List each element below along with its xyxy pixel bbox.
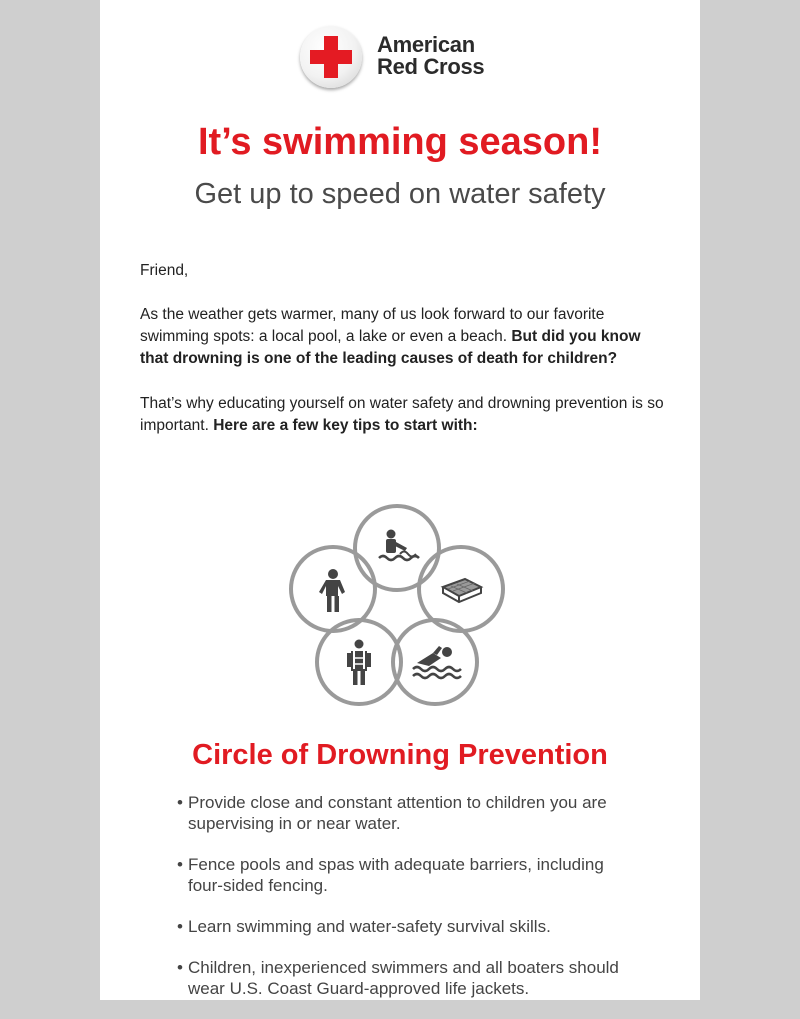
circle-title: Circle of Drowning Prevention — [192, 739, 608, 771]
headline: It’s swimming season! — [197, 121, 603, 163]
bullet: • — [177, 793, 183, 812]
intro-text: As the weather gets warmer, many of us look forward to our favorite swimming spots: a local pool, a lake or even a beach. — [140, 306, 605, 345]
email-body — [100, 0, 700, 1000]
logo-line-1: American — [377, 32, 475, 57]
subheadline: Get up to speed on water safety — [194, 178, 606, 210]
pool-fence-icon — [421, 549, 501, 629]
life-jacket-ring — [315, 618, 403, 706]
list-item — [177, 854, 637, 896]
tips-intro-text: That’s why educating yourself on water safety and drowning prevention is so important. — [140, 395, 664, 434]
intro-bold-text: But did you know that drowning is one of the leading causes of death for children? — [140, 328, 641, 367]
supervision-icon — [293, 549, 373, 629]
tips-list — [177, 792, 637, 1019]
swimmer-ring — [391, 618, 479, 706]
tips-intro-bold-text: Here are a few key tips to start with: — [213, 417, 478, 434]
logo-wordmark — [377, 34, 484, 78]
tip-text: Children, inexperienced swimmers and all boaters should wear U.S. Coast Guard-approved life jackets. — [188, 958, 619, 998]
bullet: • — [177, 917, 183, 936]
tips-intro-paragraph — [140, 393, 670, 437]
intro-paragraph — [140, 304, 670, 370]
swimmer-icon — [395, 622, 475, 702]
logo-line-2: Red Cross — [377, 54, 485, 79]
list-item — [177, 916, 637, 937]
greeting: Friend, — [140, 262, 189, 279]
drowning-prevention-circle-graphic — [285, 500, 515, 715]
bullet: • — [177, 855, 183, 874]
tip-text: Provide close and constant attention to children you are supervising in or near water. — [188, 793, 607, 833]
red-cross-logo[interactable] — [300, 26, 510, 92]
red-cross-emblem-icon — [300, 26, 362, 88]
life-jacket-icon — [319, 622, 399, 702]
tip-text: Learn swimming and water-safety survival skills. — [188, 917, 551, 936]
tip-text: Fence pools and spas with adequate barriers, including four-sided fencing. — [188, 855, 604, 895]
list-item — [177, 957, 637, 999]
bullet: • — [177, 958, 183, 977]
list-item — [177, 792, 637, 834]
